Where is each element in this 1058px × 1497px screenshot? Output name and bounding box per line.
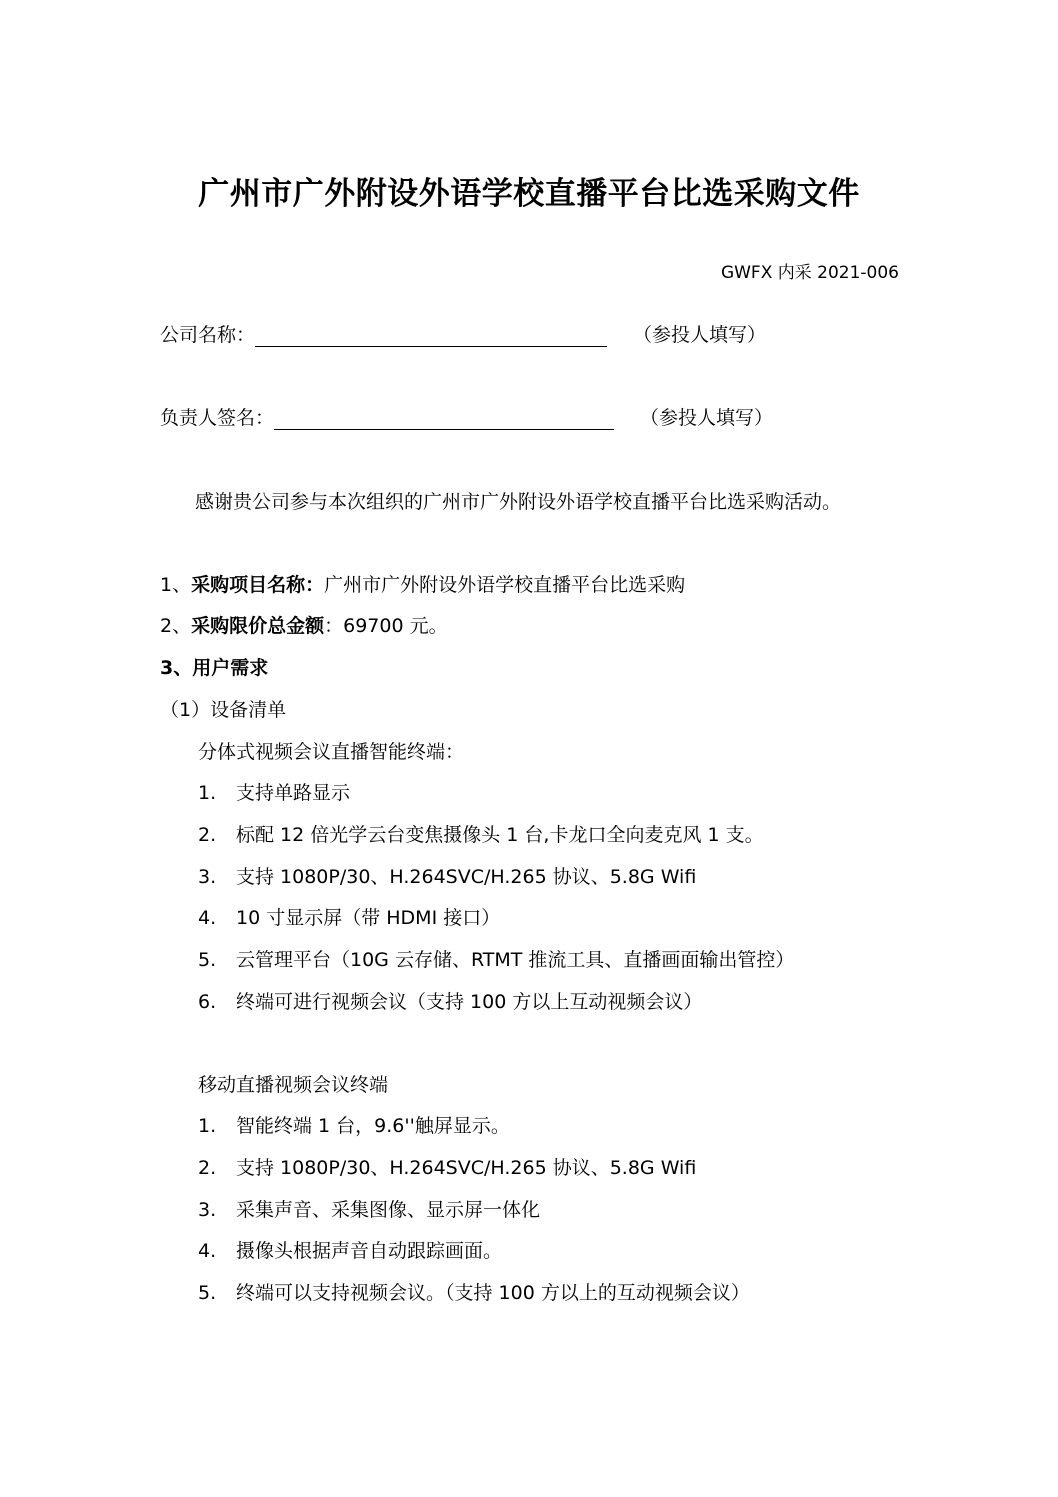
list-item: 5. 云管理平台（10G 云存储、RTMT 推流工具、直播画面输出管控） [198,949,795,971]
section-2-value: ：69700 元。 [324,615,448,637]
section-3-heading: 3、用户需求 [160,657,269,679]
section-1-label: 采购项目名称： [191,574,325,596]
thanks-paragraph: 感谢贵公司参与本次组织的广州市广外附设外语学校直播平台比选采购活动。 [195,491,842,513]
section-3-subheading: （1）设备清单 [160,699,287,721]
company-name-label: 公司名称： [160,324,256,346]
section-1 [160,570,685,597]
signature-label: 负责人签名： [160,407,275,429]
list-item: 1. 智能终端 1 台，9.6''触屏显示。 [198,1115,510,1137]
list-item: 1. 支持单路显示 [198,782,351,804]
group-1-title: 分体式视频会议直播智能终端： [198,741,465,763]
list-item: 3. 采集声音、采集图像、显示屏一体化 [198,1199,541,1221]
list-item: 2. 支持 1080P/30、H.264SVC/H.265 协议、5.8G Wifi [198,1157,697,1179]
group-2-title: 移动直播视频会议终端 [198,1074,389,1096]
list-item: 4. 10 寸显示屏（带 HDMI 接口） [198,907,501,929]
list-item: 5. 终端可以支持视频会议。（支持 100 方以上的互动视频会议） [198,1282,750,1304]
section-2-label: 采购限价总金额 [191,615,325,637]
company-name-note: （参投人填写） [633,324,767,346]
section-1-value: 广州市广外附设外语学校直播平台比选采购 [324,574,686,596]
document-title: 广州市广外附设外语学校直播平台比选采购文件 [198,176,860,212]
list-item: 3. 支持 1080P/30、H.264SVC/H.265 协议、5.8G Wifi [198,866,697,888]
section-2 [160,611,448,638]
signature-row [160,403,773,430]
signature-field[interactable] [274,407,614,430]
section-2-num: 2、 [160,615,192,637]
list-item: 6. 终端可进行视频会议（支持 100 方以上互动视频会议） [198,991,703,1013]
list-item: 2. 标配 12 倍光学云台变焦摄像头 1 台,卡龙口全向麦克风 1 支。 [198,824,764,846]
document-number: GWFX 内采 2021-006 [720,263,899,283]
company-name-row [160,320,766,347]
company-name-field[interactable] [255,324,607,347]
section-1-num: 1、 [160,574,192,596]
list-item: 4. 摄像头根据声音自动跟踪画面。 [198,1240,503,1262]
signature-note: （参投人填写） [640,407,774,429]
